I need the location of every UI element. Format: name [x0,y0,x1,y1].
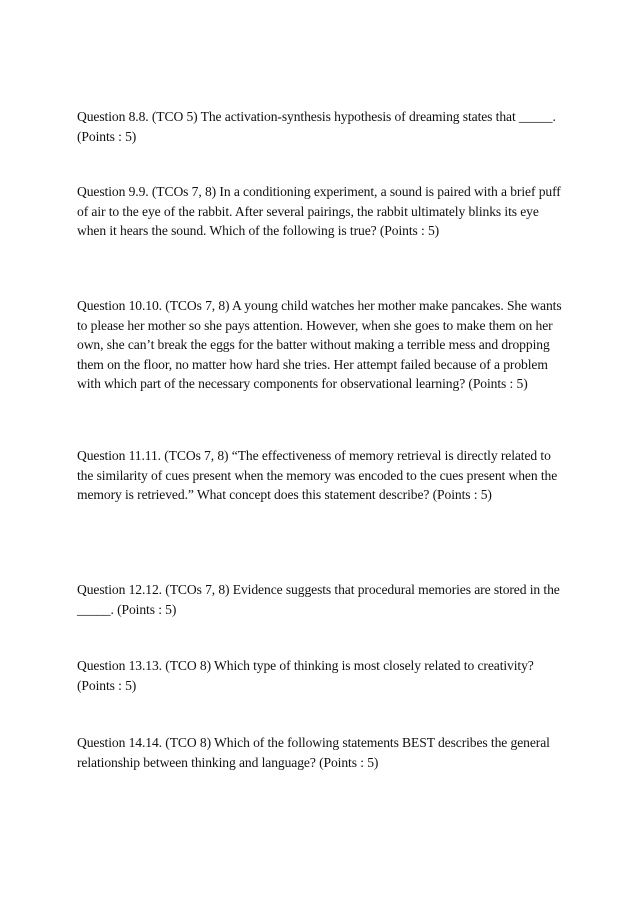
question-14: Question 14.14. (TCO 8) Which of the following statements BEST describes the general relationship between thinking and language? (Points : 5) [77,735,550,770]
question-12: Question 12.12. (TCOs 7, 8) Evidence suggests that procedural memories are stored in the _____. (Points : 5) [77,582,560,617]
question-13: Question 13.13. (TCO 8) Which type of thinking is most closely related to creativity? (Points : 5) [77,658,534,693]
question-9: Question 9.9. (TCOs 7, 8) In a conditioning experiment, a sound is paired with a brief puff of air to the eye of the rabbit. After several pairings, the rabbit ultimately blinks its eye when it hears the sound. Which of the following is true? (Points : 5) [77,184,561,238]
question-10: Question 10.10. (TCOs 7, 8) A young child watches her mother make pancakes. She wants to please her mother so she pays attention. However, when she goes to make them on her own, she can’t break the eggs for the batter without making a terrible mess and dropping them on the floor, no matter how hard she tries. Her attempt failed because of a problem with which part of the necessary components for observational learning? (Points : 5) [77,298,562,391]
question-11: Question 11.11. (TCOs 7, 8) “The effectiveness of memory retrieval is directly related to the similarity of cues present when the memory was encoded to the cues present when the memory is retrieved.” What concept does this statement describe? (Points : 5) [77,448,558,502]
question-8: Question 8.8. (TCO 5) The activation-synthesis hypothesis of dreaming states that _____. (Points : 5) [77,109,556,144]
